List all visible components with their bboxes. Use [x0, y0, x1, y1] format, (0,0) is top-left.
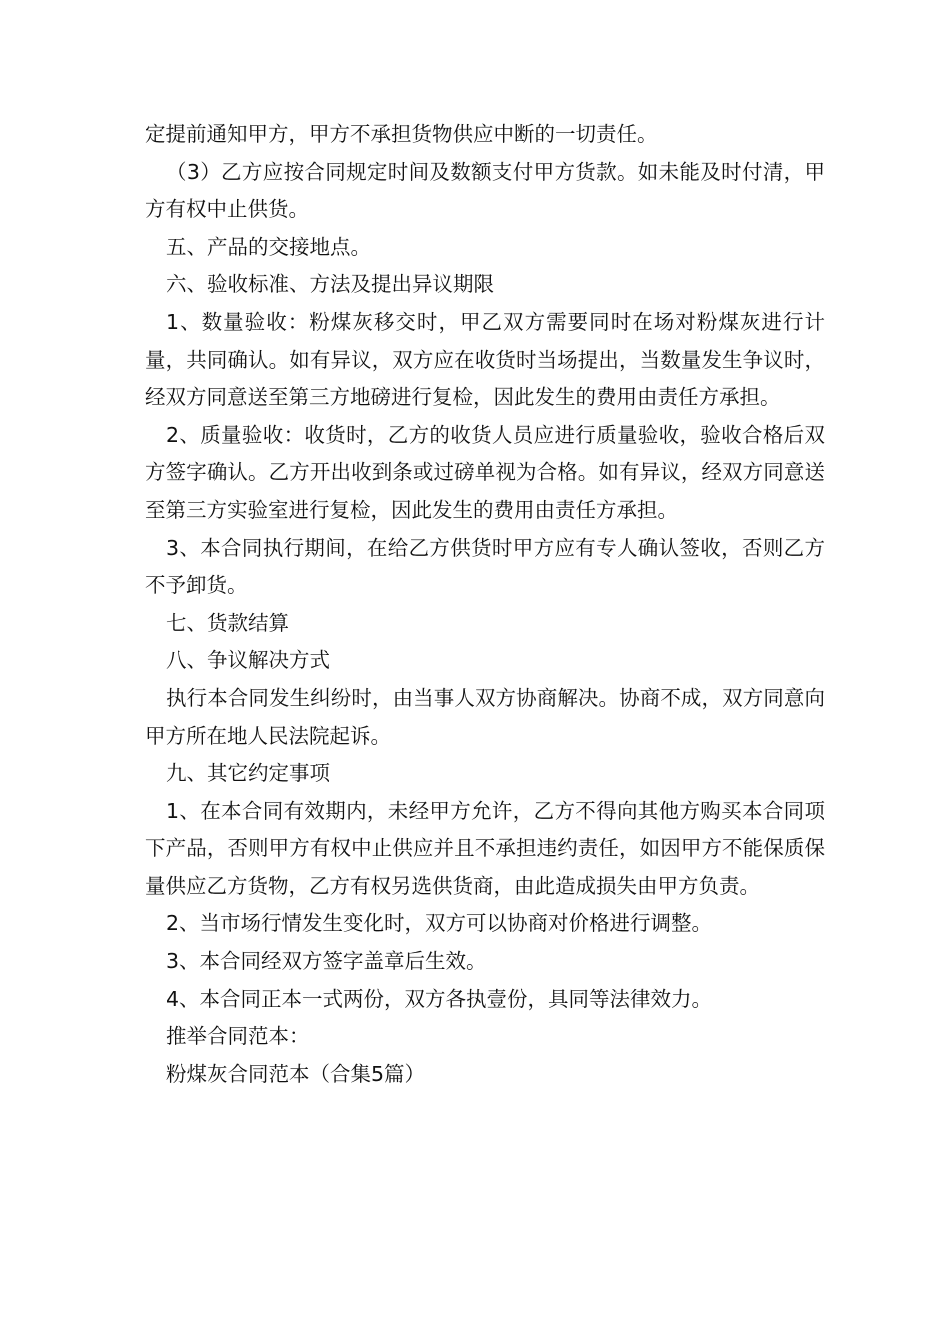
section-heading-8: 八、争议解决方式 [166, 648, 330, 673]
paragraph-quantity-acceptance: 1、数量验收：粉煤灰移交时，甲乙双方需要同时在场对粉煤灰进行计量，共同确认。如有异议，双方应在收货时当场提出，当数量发生争议时，经双方同意送至第三方地磅进行复检，因此发生的费用由责任方承担。 [145, 309, 825, 410]
section-heading-5: 五、产品的交接地点。 [166, 234, 371, 259]
paragraph-other-1: 1、在本合同有效期内，未经甲方允许，乙方不得向其他方购买本合同项下产品，否则甲方有权中止供应并且不承担违约责任，如因甲方不能保质保量供应乙方货物，乙方有权另选供货商，由此造成损失由甲方负责。 [145, 798, 825, 898]
recommended-templates-label: 推举合同范本： [166, 1024, 310, 1049]
paragraph-dispute-resolution: 执行本合同发生纠纷时，由当事人双方协商解决。协商不成，双方同意向甲方所在地人民法院起诉。 [145, 685, 825, 748]
section-heading-7: 七、货款结算 [166, 610, 289, 635]
paragraph-delivery-signoff: 3、本合同执行期间，在给乙方供货时甲方应有专人确认签收，否则乙方不予卸货。 [145, 535, 825, 598]
paragraph-other-4: 4、本合同正本一式两份，双方各执壹份，具同等法律效力。 [166, 986, 713, 1011]
section-heading-9: 九、其它约定事项 [166, 761, 330, 786]
paragraph-clause-3: （3）乙方应按合同规定时间及数额支付甲方货款。如未能及时付清，甲方有权中止供货。 [145, 159, 825, 222]
paragraph-continuation: 定提前通知甲方，甲方不承担货物供应中断的一切责任。 [145, 122, 658, 146]
recommended-template-title: 粉煤灰合同范本（合集5篇） [166, 1061, 426, 1086]
paragraph-quality-acceptance: 2、质量验收：收货时，乙方的收货人员应进行质量验收，验收合格后双方签字确认。乙方开出收到条或过磅单视为合格。如有异议，经双方同意送至第三方实验室进行复检，因此发生的费用由责任方承担。 [145, 422, 825, 522]
section-heading-6: 六、验收标准、方法及提出异议期限 [166, 272, 494, 297]
document-body [145, 116, 825, 1093]
paragraph-other-3: 3、本合同经双方签字盖章后生效。 [166, 949, 487, 974]
paragraph-other-2: 2、当市场行情发生变化时，双方可以协商对价格进行调整。 [166, 911, 713, 936]
